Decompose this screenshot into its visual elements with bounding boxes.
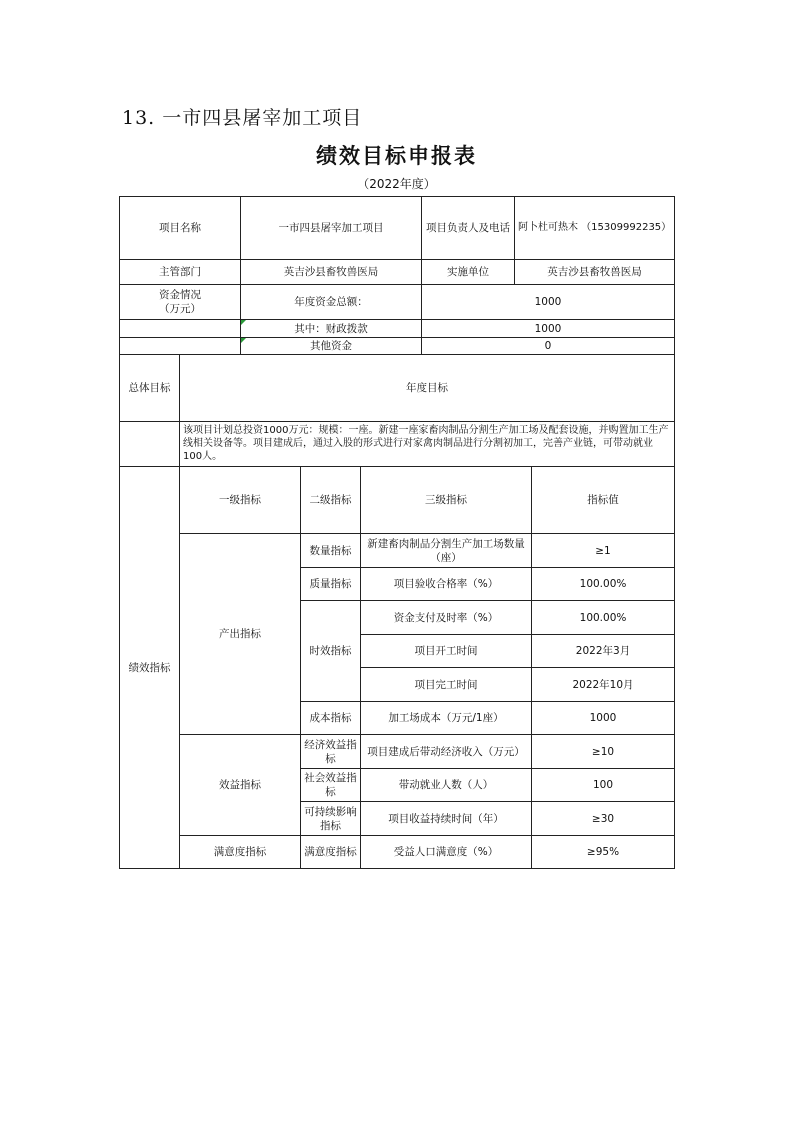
indicator-name: 项目验收合格率（%）: [393, 578, 499, 590]
fund-fiscal: 1000: [534, 322, 562, 335]
indicator-value: 2022年10月: [572, 678, 634, 691]
level2-economic: 经济效益指标: [304, 738, 357, 765]
indicator-value: ≥30: [591, 812, 615, 825]
fund-total-label: 年度资金总额：: [294, 296, 368, 308]
impl: 英吉沙县畜牧兽医局: [547, 266, 642, 278]
goal-label: 总体目标: [128, 382, 171, 394]
header-level1: 一级指标: [219, 494, 261, 506]
level2-cost: 成本指标: [309, 712, 352, 724]
indicator-value: 1000: [589, 712, 617, 724]
fund-other: 0: [544, 340, 552, 352]
indicator-name: 项目完工时间: [414, 678, 478, 691]
header-level3: 三级指标: [425, 494, 467, 506]
fund-other-label: 其他资金: [310, 340, 352, 352]
indicator-name: 新建畜肉制品分割生产加工场数量（座）: [367, 537, 525, 564]
indicator-name: 资金支付及时率（%）: [393, 611, 499, 624]
indicator-name: 受益人口满意度（%）: [393, 846, 499, 858]
indicator-name: 加工场成本（万元/1座）: [388, 712, 504, 724]
fund-fiscal-label: 其中：财政拨款: [294, 322, 368, 335]
fund-total: 1000: [534, 296, 562, 308]
level2-social: 社会效益指标: [304, 772, 357, 798]
project-name-label: 项目名称: [159, 222, 201, 234]
project-name: 一市四县屠宰加工项目: [278, 222, 384, 234]
indicator-value: ≥1: [595, 544, 611, 557]
indicator-name: 带动就业人数（人）: [398, 779, 494, 791]
dept: 英吉沙县畜牧兽医局: [283, 266, 379, 278]
dept-label: 主管部门: [159, 266, 201, 278]
level2-sustainable: 可持续影响指标: [304, 805, 357, 832]
impl-label: 实施单位: [447, 266, 489, 278]
indicator-value: 100: [592, 779, 614, 791]
owner-label: 项目负责人及电话: [426, 222, 510, 234]
fund-label: 资金情况 （万元）: [159, 289, 201, 315]
level2-quantity: 数量指标: [309, 544, 352, 557]
indicator-value: 2022年3月: [575, 645, 631, 657]
indicator-value: ≥10: [591, 745, 615, 758]
header-value: 指标值: [587, 494, 619, 506]
indicator-value: 100.00%: [579, 578, 627, 590]
goal-text: 该项目计划总投资1000万元：规模：一座。新建一座家畜肉制品分割生产加工场及配套设施，并购置加工生产线相关设备等。项目建成后，通过入股的形式进行对家禽肉制品进行分割初加工，完善产业链，可带动就业100人。: [183, 425, 669, 462]
indicator-value: ≥95%: [586, 846, 620, 858]
level1-satisfaction: 满意度指标: [213, 846, 267, 858]
goal-header: 年度目标: [406, 382, 448, 394]
indicator-name: 项目建成后带动经济收入（万元）: [367, 745, 525, 758]
header-level2: 二级指标: [309, 494, 352, 506]
form-title: 绩效目标申报表: [316, 143, 477, 168]
indicator-name: 项目开工时间: [414, 645, 478, 657]
level2-quality: 质量指标: [309, 578, 352, 590]
indicator-value: 100.00%: [579, 611, 627, 624]
level2-timeliness: 时效指标: [309, 645, 352, 657]
perf-label: 绩效指标: [128, 661, 171, 674]
section-heading: 13. 一市四县屠宰加工项目: [122, 107, 363, 129]
indicator-name: 项目收益持续时间（年）: [388, 812, 504, 825]
level2-satisfaction: 满意度指标: [304, 846, 357, 858]
owner: 阿卜杜可热木 （15309992235）: [518, 222, 672, 233]
form-year: （2022年度）: [357, 177, 436, 191]
level1-benefit: 效益指标: [219, 779, 261, 791]
level1-output: 产出指标: [219, 628, 261, 640]
